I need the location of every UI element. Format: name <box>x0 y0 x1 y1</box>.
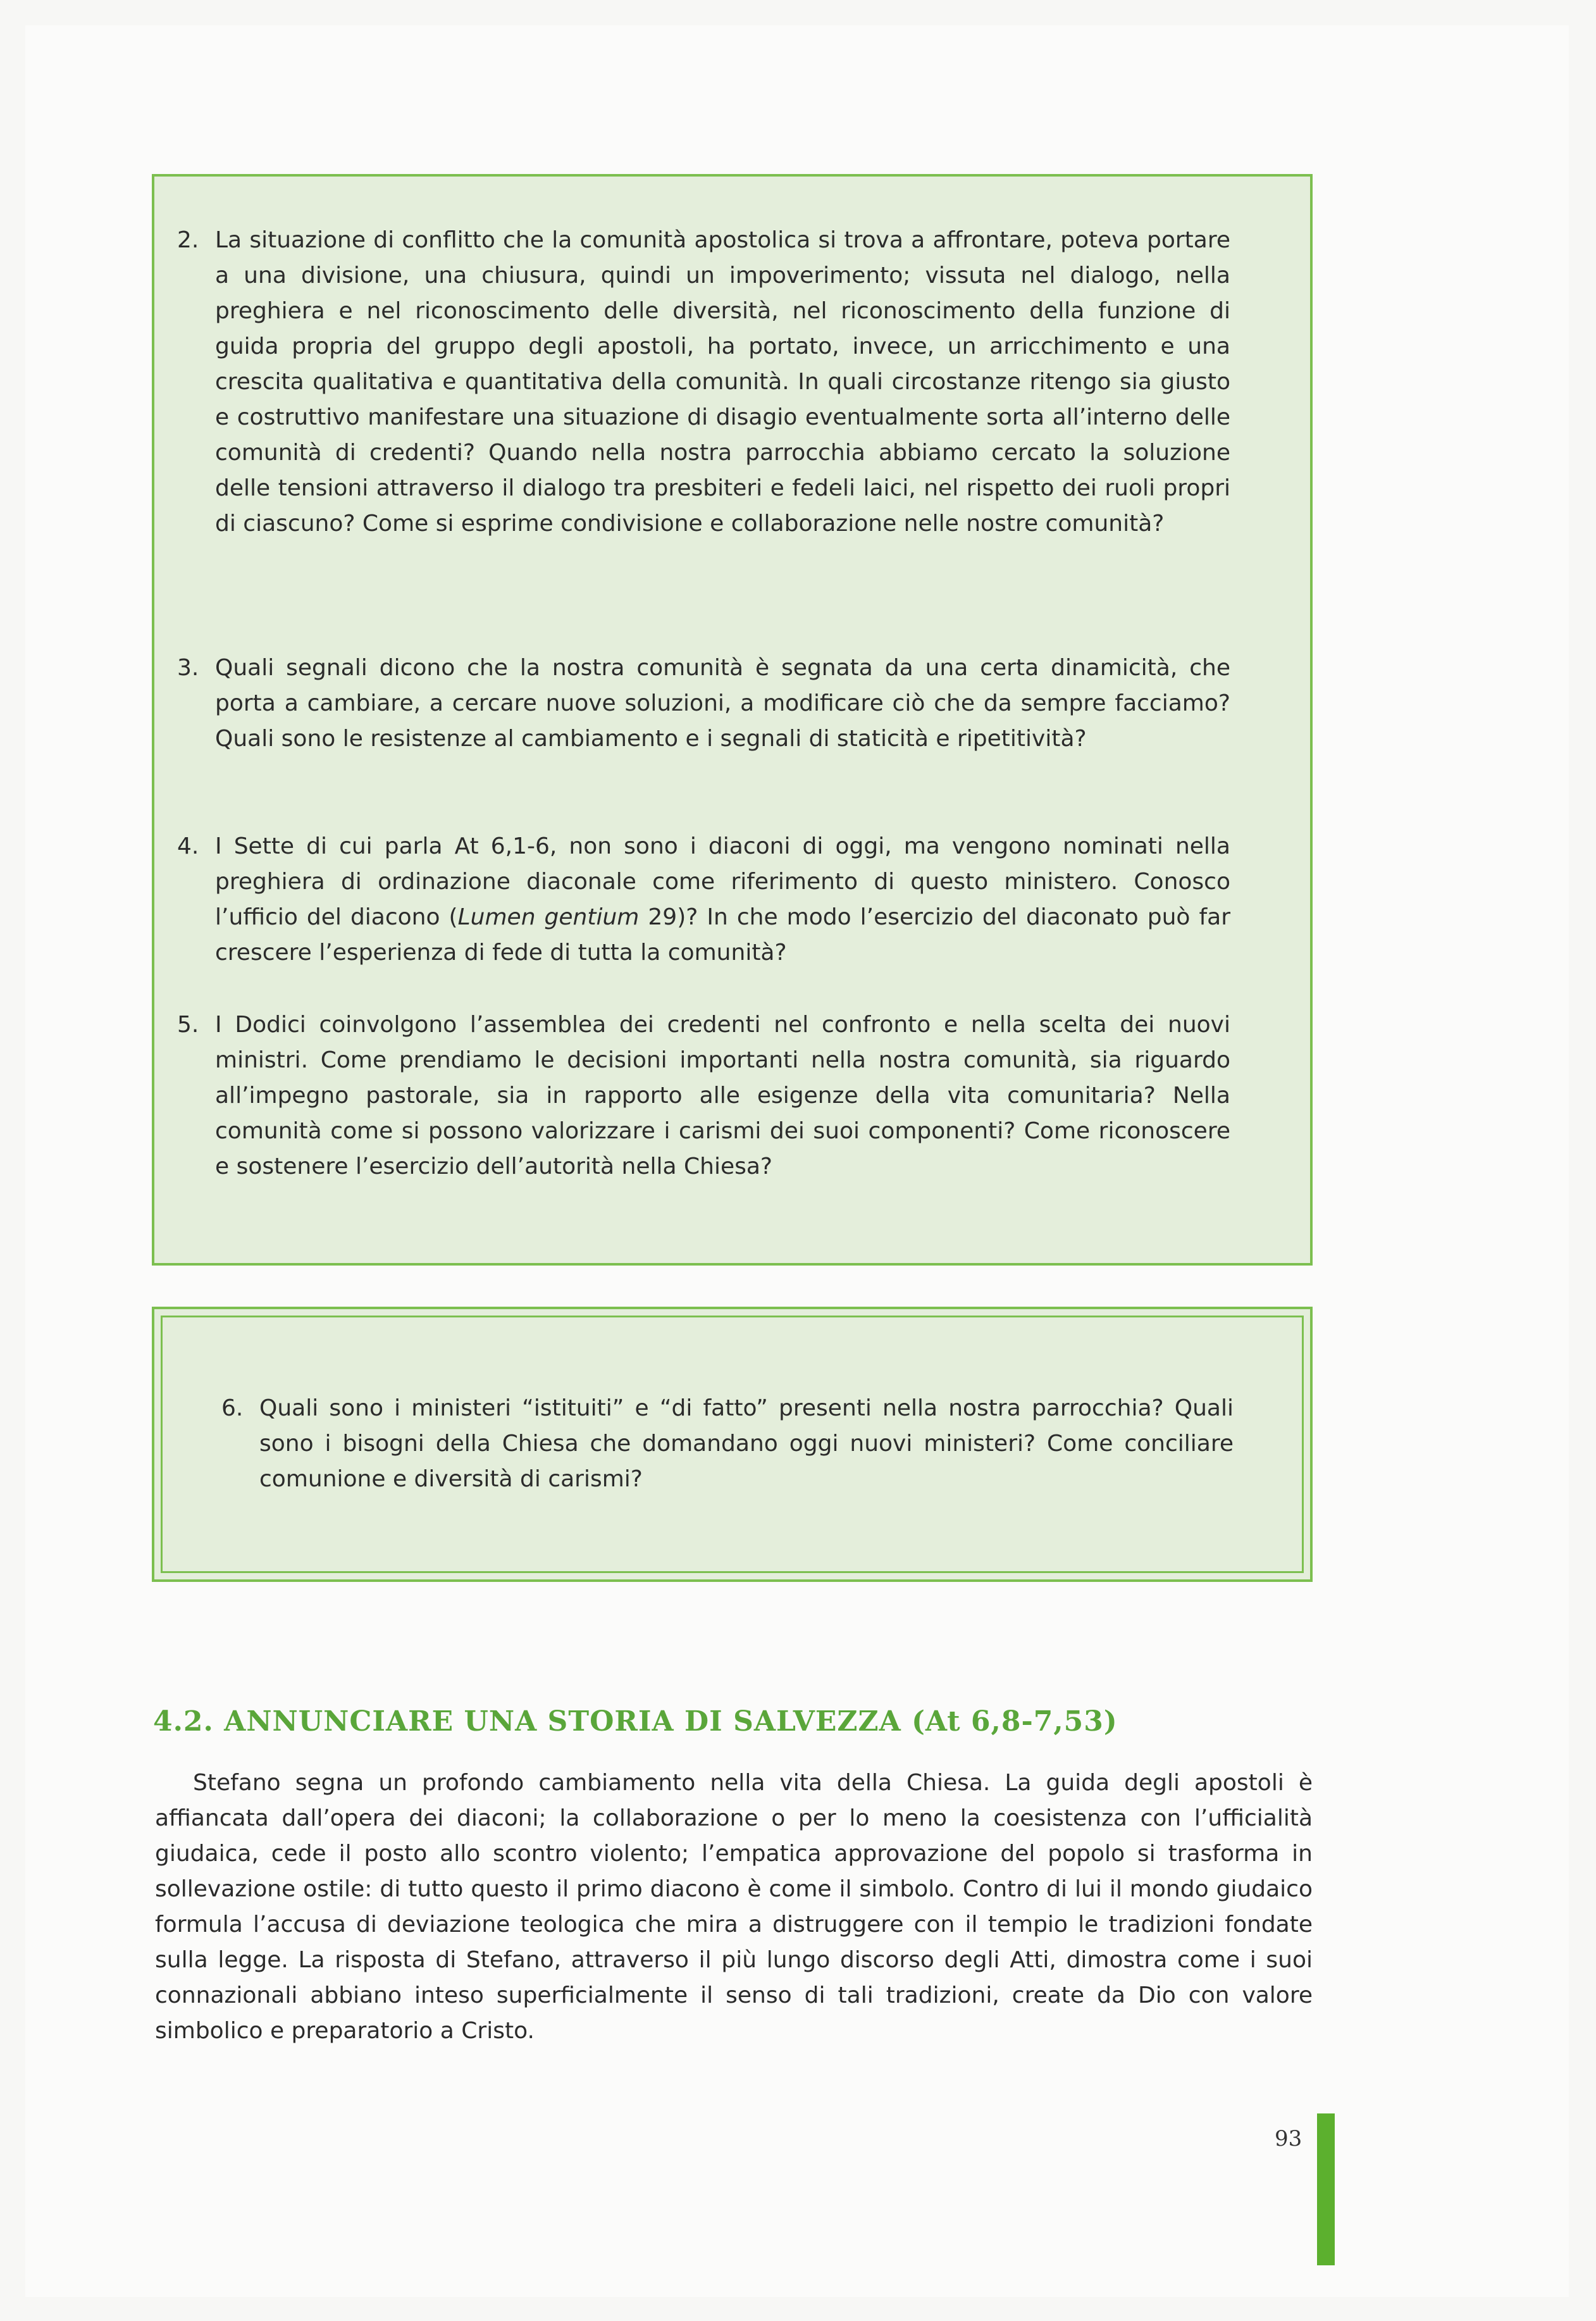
question-6 <box>221 1391 1234 1497</box>
question-number: 5. <box>177 1012 199 1038</box>
question-number: 3. <box>177 655 199 681</box>
question-4 <box>177 829 1230 971</box>
section-paragraph: Stefano segna un profondo cambiamento nella vita della Chiesa. La guida degli apostoli è affiancata dall’opera dei diaconi; la collaborazione o per lo meno la coesistenza con l’ufficialità giudaica, cede il posto allo scontro violento; l’empatica approvazione del popolo si trasforma in sollevazione ostile: di tutto questo il primo diacono è come il simbolo. Contro di lui il mondo giudaico formula l’accusa di deviazione teologica che mira a distruggere con il tempio le tradizioni fondate sulla legge. La risposta di Stefano, attraverso il più lungo discorso degli Atti, dimostra come i suoi connazionali abbiano inteso superficialmente il senso di tali tradizioni, create da Dio con valore simbolico e preparatorio a Cristo. <box>155 1770 1313 2044</box>
question-text: Quali sono i ministeri “istituiti” e “di fatto” presenti nella nostra parrocchia? Quali sono i bisogni della Chiesa che domandano oggi nuovi ministeri? Come conciliare comunione e diversità di carismi? <box>259 1395 1234 1492</box>
question-number: 6. <box>221 1395 244 1421</box>
question-text-italic: Lumen gentium <box>457 904 640 930</box>
page-number: 93 <box>1275 2126 1302 2151</box>
page-number-bar <box>1317 2113 1335 2265</box>
question-5 <box>177 1007 1230 1185</box>
question-number: 4. <box>177 833 199 859</box>
question-text-b: 29)? In che modo l’esercizio del diaconato può far crescere l’esperienza di fede di tutta la comunità? <box>215 904 1230 966</box>
question-2 <box>177 223 1230 542</box>
question-text: La situazione di conflitto che la comunità apostolica si trova a affrontare, poteva portare a una divisione, una chiusura, quindi un impoverimento; vissuta nel dialogo, nella preghiera e nel riconoscimento delle diversità, nel riconoscimento della funzione di guida propria del gruppo degli apostoli, ha portato, invece, un arricchimento e una crescita qualitativa e quantitativa della comunità. In quali circostanze ritengo sia giusto e costruttivo manifestare una situazione di disagio eventualmente sorta all’interno delle comunità di credenti? Quando nella nostra parrocchia abbiamo cercato la soluzione delle tensioni attraverso il dialogo tra presbiteri e fedeli laici, nel rispetto dei ruoli propri di ciascuno? Come si esprime condivisione e collaborazione nelle nostre comunità? <box>215 227 1230 537</box>
question-text: Quali segnali dicono che la nostra comunità è segnata da una certa dinamicità, che porta a cambiare, a cercare nuove soluzioni, a modificare ciò che da sempre facciamo? Quali sono le resistenze al cambiamento e i segnali di staticità e ripetitività? <box>215 655 1230 752</box>
question-text-a: I Sette di cui parla At 6,1-6, non sono i diaconi di oggi, ma vengono nominati nella preghiera di ordinazione diaconale come riferimento di questo ministero. Conosco l’ufficio del diacono ( <box>215 833 1230 930</box>
question-3 <box>177 650 1230 757</box>
question-text: I Dodici coinvolgono l’assemblea dei credenti nel confronto e nella scelta dei nuovi ministri. Come prendiamo le decisioni importanti nella nostra comunità, sia riguardo all’impegno pastorale, sia in rapporto alle esigenze della vita comunitaria? Nella comunità come si possono valorizzare i carismi dei suoi componenti? Come riconoscere e sostenere l’esercizio dell’autorità nella Chiesa? <box>215 1012 1230 1179</box>
section-heading: 4.2. ANNUNCIARE UNA STORIA DI SALVEZZA (At 6,8-7,53) <box>153 1705 1118 1738</box>
question-number: 2. <box>177 227 199 253</box>
